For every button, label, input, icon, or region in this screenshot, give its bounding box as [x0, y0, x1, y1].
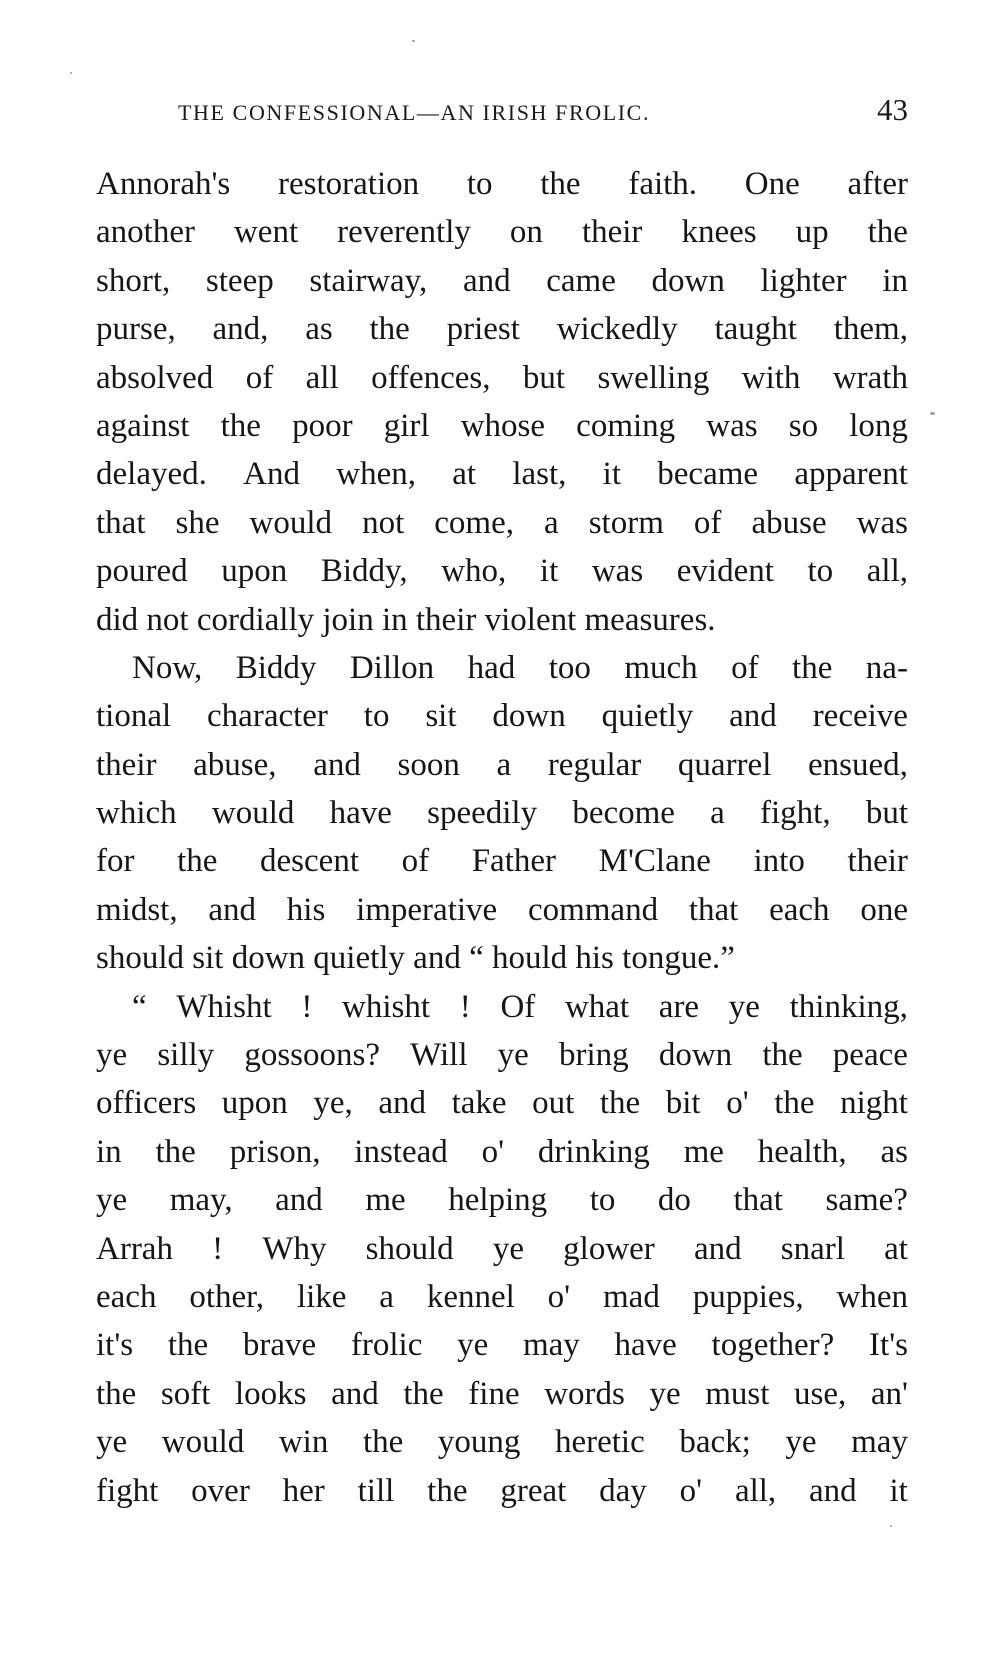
word: snarl	[780, 1230, 845, 1267]
text-line	[96, 934, 908, 982]
body-text	[96, 160, 908, 1515]
word: the	[167, 1327, 209, 1364]
text-line	[96, 257, 908, 305]
print-speck	[70, 72, 72, 74]
word: poured	[96, 553, 188, 590]
word: One	[744, 166, 800, 202]
word: short,	[96, 262, 171, 299]
word: whose	[460, 407, 546, 444]
word: became	[657, 456, 759, 493]
word: girl	[383, 407, 430, 444]
word: the	[155, 1133, 196, 1170]
word: but	[522, 359, 566, 396]
word: bring	[558, 1037, 629, 1074]
word: other,	[189, 1278, 265, 1315]
word: down	[651, 262, 725, 299]
word: Dillon	[349, 649, 435, 686]
word: use,	[794, 1375, 847, 1412]
word: went	[233, 214, 299, 251]
word: ye	[96, 1037, 128, 1074]
word: quarrel	[677, 746, 772, 783]
word: absolved	[96, 359, 214, 396]
word: and	[275, 1182, 323, 1219]
word: ye	[728, 988, 760, 1025]
word: after	[847, 166, 908, 202]
word: Will	[410, 1037, 468, 1074]
text-line	[96, 837, 908, 885]
word: it	[602, 456, 622, 493]
text-line	[96, 547, 908, 595]
word: same?	[825, 1182, 908, 1219]
word: ye,	[313, 1085, 353, 1122]
word: but	[865, 795, 908, 832]
word: to	[589, 1182, 616, 1219]
word: when,	[336, 456, 416, 493]
word: must	[705, 1375, 770, 1412]
word: priest	[446, 311, 520, 348]
word: ye	[492, 1230, 524, 1267]
word: o'	[481, 1133, 505, 1170]
word: night	[840, 1085, 908, 1122]
word: lighter	[760, 262, 847, 299]
text-line	[96, 596, 908, 644]
word: Father	[471, 843, 557, 880]
word: heretic	[554, 1424, 645, 1461]
word: stairway,	[309, 262, 428, 299]
word: !	[459, 988, 471, 1025]
word: “	[132, 988, 147, 1025]
word: fight	[96, 1472, 159, 1509]
word: a	[379, 1278, 394, 1315]
word: the	[540, 166, 581, 202]
word: na-	[865, 649, 908, 686]
word: and	[729, 698, 777, 735]
text-line	[96, 741, 908, 789]
word: ye	[785, 1424, 817, 1461]
word: sit	[425, 698, 457, 735]
word: do	[657, 1182, 691, 1219]
word: ensued,	[808, 746, 908, 783]
text-line	[96, 1225, 908, 1273]
word: another	[96, 214, 195, 251]
word: !	[212, 1230, 224, 1267]
word: much	[624, 649, 698, 686]
word: words	[544, 1375, 625, 1412]
word: speedily	[427, 795, 538, 832]
word: quietly	[601, 698, 694, 735]
word: drinking	[537, 1133, 650, 1170]
word: the	[369, 311, 410, 348]
word: become	[572, 795, 675, 832]
word: Annorah's	[96, 166, 231, 202]
page-header	[178, 92, 908, 132]
word: all	[305, 359, 339, 396]
word: me	[683, 1133, 724, 1170]
word: would	[249, 504, 333, 541]
word: her	[282, 1472, 325, 1509]
word: she	[175, 504, 220, 541]
text-line	[96, 644, 908, 692]
word: at	[884, 1230, 908, 1267]
word: the	[96, 1375, 137, 1412]
word: helping	[448, 1182, 548, 1219]
word: in	[882, 262, 908, 299]
word: would	[161, 1424, 245, 1461]
word: the	[427, 1472, 468, 1509]
word: and	[331, 1375, 379, 1412]
text-line	[96, 160, 908, 208]
word: o'	[547, 1278, 571, 1315]
word: me	[365, 1182, 406, 1219]
word: wickedly	[556, 311, 678, 348]
word: them,	[833, 311, 908, 348]
word: their	[581, 214, 643, 251]
word: out	[532, 1085, 575, 1122]
word: purse,	[96, 311, 176, 348]
word: !	[301, 988, 313, 1025]
word: the	[867, 214, 908, 251]
word: what	[564, 988, 630, 1025]
word: too	[548, 649, 591, 686]
word: wrath	[832, 359, 908, 396]
word: like	[296, 1278, 347, 1315]
word: ye	[96, 1424, 128, 1461]
word: with	[741, 359, 801, 396]
word: faith.	[628, 166, 698, 202]
word: officers	[96, 1085, 197, 1122]
word: the	[177, 843, 218, 880]
print-speck	[890, 1525, 892, 1527]
word: whisht	[342, 988, 431, 1025]
line-text: did not cordially join in their violent measures.	[96, 601, 716, 638]
word: that	[96, 504, 146, 541]
word: over	[191, 1472, 250, 1509]
word: the	[774, 1085, 815, 1122]
word: and	[313, 746, 361, 783]
word: offences,	[371, 359, 491, 396]
word: of	[245, 359, 274, 396]
word: midst,	[96, 891, 178, 928]
word: one	[860, 891, 908, 928]
word: peace	[832, 1037, 908, 1074]
word: Of	[500, 988, 536, 1025]
word: win	[278, 1424, 329, 1461]
word: as	[880, 1133, 908, 1170]
word: upon	[221, 1085, 288, 1122]
word: ye	[96, 1182, 128, 1219]
text-line	[96, 1176, 908, 1224]
word: swelling	[597, 359, 710, 396]
word: And	[243, 456, 300, 493]
text-line	[96, 1079, 908, 1127]
word: should	[365, 1230, 454, 1267]
word: all,	[734, 1472, 777, 1509]
word: had	[467, 649, 516, 686]
word: to	[466, 166, 493, 202]
word: coming	[576, 407, 676, 444]
text-line	[96, 305, 908, 353]
word: for	[96, 843, 135, 880]
word: fight,	[760, 795, 831, 832]
word: looks	[235, 1375, 307, 1412]
word: as	[305, 311, 333, 348]
text-line	[96, 354, 908, 402]
word: knees	[681, 214, 757, 251]
word: command	[527, 891, 659, 928]
word: of	[401, 843, 430, 880]
text-line	[96, 692, 908, 740]
line-text: should sit down quietly and “ hould his tongue.”	[96, 940, 735, 977]
word: thinking,	[789, 988, 908, 1025]
word: regular	[547, 746, 642, 783]
word: was	[591, 553, 644, 590]
word: a	[496, 746, 512, 783]
word: it	[539, 553, 559, 590]
word: the	[599, 1085, 641, 1122]
word: of	[731, 649, 759, 686]
word: steep	[205, 262, 274, 299]
word: character	[207, 698, 328, 735]
text-line	[96, 789, 908, 837]
text-line	[96, 1370, 908, 1418]
word: it's	[96, 1327, 134, 1364]
word: up	[795, 214, 829, 251]
word: storm	[588, 504, 664, 541]
word: It's	[869, 1327, 908, 1364]
word: down	[492, 698, 566, 735]
word: restoration	[278, 166, 420, 202]
word: all,	[866, 553, 908, 590]
word: ye	[497, 1037, 529, 1074]
word: reverently	[337, 214, 471, 251]
word: tional	[96, 698, 172, 735]
word: and	[208, 891, 257, 928]
word: day	[599, 1472, 647, 1509]
word: which	[96, 795, 177, 832]
word: silly	[157, 1037, 215, 1074]
word: may,	[169, 1182, 233, 1219]
word: may	[851, 1424, 908, 1461]
word: have	[329, 795, 392, 832]
word: at	[452, 456, 477, 493]
word: Now,	[132, 649, 203, 686]
word: not	[362, 504, 405, 541]
word: have	[614, 1327, 677, 1364]
word: mad	[603, 1278, 660, 1315]
word: take	[451, 1085, 507, 1122]
word: so	[788, 407, 819, 444]
word: his	[286, 891, 326, 928]
word: Why	[262, 1230, 327, 1267]
word: young	[437, 1424, 521, 1461]
word: poor	[292, 407, 353, 444]
word: on	[509, 214, 543, 251]
word: frolic	[350, 1327, 423, 1364]
text-line	[96, 499, 908, 547]
word: was	[706, 407, 758, 444]
print-speck	[930, 412, 935, 415]
word: an'	[870, 1375, 908, 1412]
word: bit	[665, 1085, 701, 1122]
word: soft	[160, 1375, 211, 1412]
word: kennel	[426, 1278, 515, 1315]
word: a	[544, 504, 559, 541]
word: each	[769, 891, 830, 928]
page-number: 43	[877, 92, 908, 127]
word: health,	[757, 1133, 847, 1170]
text-line	[96, 402, 908, 450]
word: and	[378, 1085, 426, 1122]
word: soon	[397, 746, 460, 783]
word: fine	[468, 1375, 520, 1412]
word: the	[792, 649, 833, 686]
word: came	[546, 262, 616, 299]
word: who,	[441, 553, 507, 590]
text-line	[96, 208, 908, 256]
text-line	[96, 1273, 908, 1321]
word: come,	[434, 504, 514, 541]
word: ye	[649, 1375, 681, 1412]
text-line	[96, 983, 908, 1031]
word: a	[710, 795, 725, 832]
word: their	[96, 746, 157, 783]
word: that	[733, 1182, 783, 1219]
word: down	[658, 1037, 733, 1074]
word: o'	[726, 1085, 749, 1122]
word: brave	[242, 1327, 317, 1364]
text-line	[96, 450, 908, 498]
word: would	[211, 795, 295, 832]
word: and,	[212, 311, 269, 348]
word: it	[889, 1472, 908, 1509]
word: M'Clane	[598, 843, 711, 880]
word: imperative	[356, 891, 498, 928]
word: into	[753, 843, 805, 880]
word: descent	[260, 843, 359, 880]
word: may	[522, 1327, 580, 1364]
word: puppies,	[692, 1278, 804, 1315]
word: great	[500, 1472, 567, 1509]
word: the	[220, 407, 261, 444]
text-line	[96, 1321, 908, 1369]
word: Arrah	[96, 1230, 173, 1267]
word: glower	[563, 1230, 655, 1267]
word: against	[96, 407, 190, 444]
print-speck	[412, 40, 415, 42]
text-line	[96, 1128, 908, 1176]
word: in	[96, 1133, 122, 1170]
word: o'	[679, 1472, 703, 1509]
word: to	[807, 553, 834, 590]
word: when	[836, 1278, 908, 1315]
word: back;	[679, 1424, 751, 1461]
word: ye	[457, 1327, 489, 1364]
running-title: THE CONFESSIONAL—AN IRISH FROLIC.	[178, 100, 651, 125]
word: the	[362, 1424, 404, 1461]
word: and	[809, 1472, 857, 1509]
word: gossoons?	[244, 1037, 381, 1074]
word: long	[849, 407, 908, 444]
text-line	[96, 1418, 908, 1466]
text-line	[96, 1467, 908, 1515]
text-line	[96, 886, 908, 934]
word: abuse	[751, 504, 827, 541]
word: receive	[812, 698, 908, 735]
word: prison,	[229, 1133, 321, 1170]
word: that	[688, 891, 739, 928]
word: the	[403, 1375, 444, 1412]
word: last,	[512, 456, 567, 493]
word: the	[762, 1037, 803, 1074]
text-line	[96, 1031, 908, 1079]
word: and	[462, 262, 511, 299]
word: to	[363, 698, 390, 735]
word: Whisht	[176, 988, 272, 1025]
word: Biddy,	[320, 553, 408, 590]
word: was	[856, 504, 908, 541]
word: apparent	[794, 456, 908, 493]
word: taught	[714, 311, 797, 348]
word: and	[693, 1230, 742, 1267]
word: abuse,	[193, 746, 277, 783]
word: Biddy	[235, 649, 317, 686]
word: of	[693, 504, 722, 541]
word: evident	[676, 553, 774, 590]
word: their	[847, 843, 908, 880]
word: are	[658, 988, 700, 1025]
word: till	[357, 1472, 395, 1509]
word: upon	[221, 553, 288, 590]
word: together?	[711, 1327, 835, 1364]
word: each	[96, 1278, 157, 1315]
word: delayed.	[96, 456, 207, 493]
word: instead	[354, 1133, 448, 1170]
